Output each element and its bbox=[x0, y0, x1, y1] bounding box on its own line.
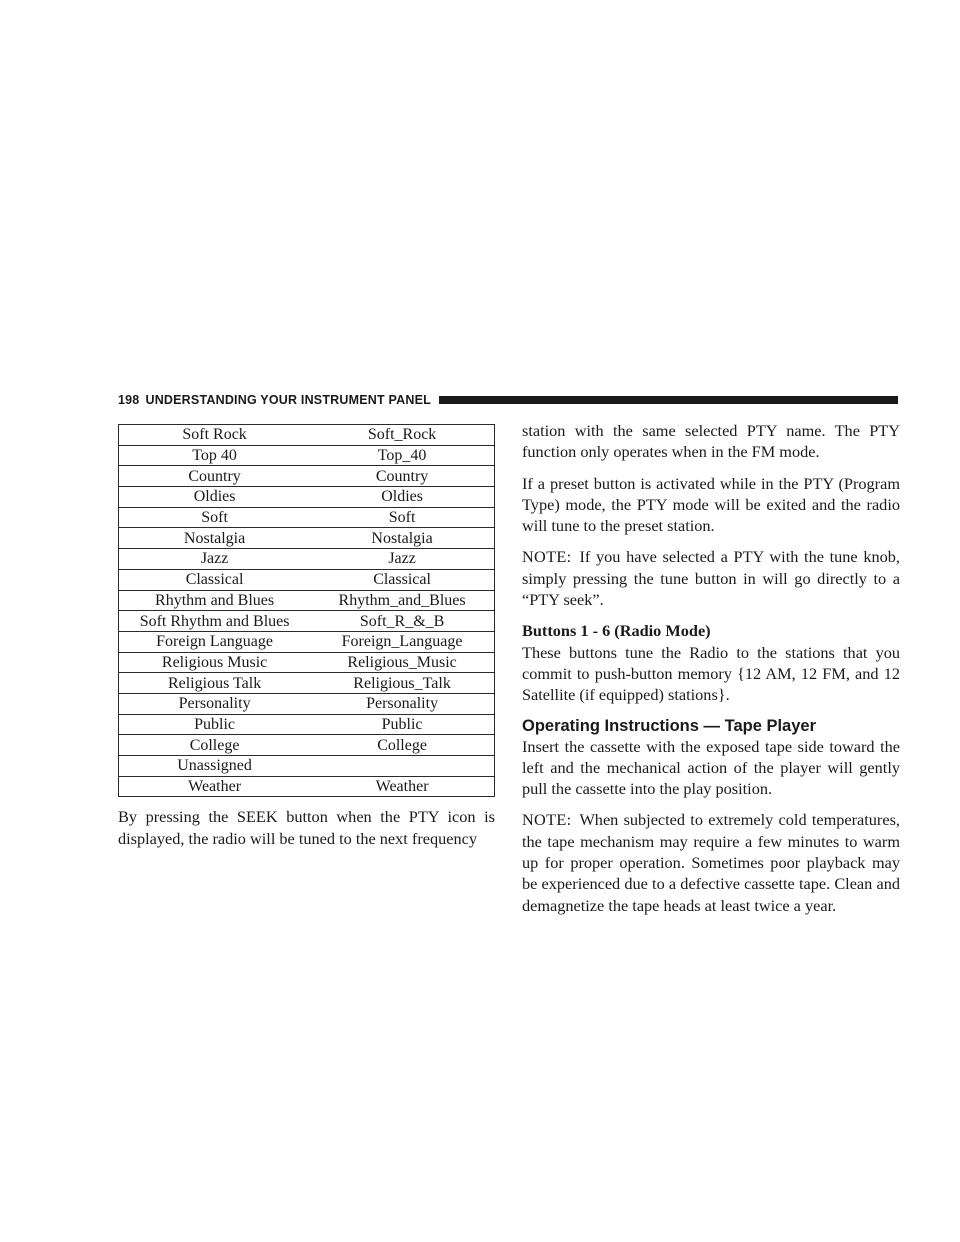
pty-program-type-cell: Jazz bbox=[119, 549, 311, 570]
table-row bbox=[119, 652, 495, 673]
pty-display-name-cell: Top_40 bbox=[310, 445, 494, 466]
pty-program-type-cell: Country bbox=[119, 466, 311, 487]
seek-paragraph: By pressing the SEEK button when the PTY icon is displayed, the radio will be tuned to the next frequency bbox=[118, 807, 495, 848]
pty-display-name-cell: Oldies bbox=[310, 487, 494, 508]
pty-program-type-cell: Personality bbox=[119, 693, 311, 714]
right-column bbox=[522, 420, 900, 916]
pty-program-type-cell: Soft Rock bbox=[119, 425, 311, 446]
continuation-paragraph: station with the same selected PTY name. The PTY function only operates when in the FM mode. bbox=[522, 421, 900, 462]
pty-table-body bbox=[119, 425, 495, 797]
tape-note-label: NOTE: bbox=[522, 810, 572, 830]
pty-program-type-cell: Rhythm and Blues bbox=[119, 590, 311, 611]
table-row bbox=[119, 569, 495, 590]
pty-program-type-cell: Religious Music bbox=[119, 652, 311, 673]
page-header bbox=[118, 390, 898, 410]
note-paragraph bbox=[522, 546, 900, 610]
table-row bbox=[119, 549, 495, 570]
pty-display-name-cell: Religious_Music bbox=[310, 652, 494, 673]
pty-table bbox=[118, 424, 495, 797]
table-row bbox=[119, 776, 495, 797]
pty-program-type-cell: Nostalgia bbox=[119, 528, 311, 549]
pty-program-type-cell: Top 40 bbox=[119, 445, 311, 466]
pty-display-name-cell: Soft bbox=[310, 507, 494, 528]
pty-display-name-cell: Classical bbox=[310, 569, 494, 590]
pty-display-name-cell: Country bbox=[310, 466, 494, 487]
pty-program-type-cell: College bbox=[119, 735, 311, 756]
pty-display-name-cell: Personality bbox=[310, 693, 494, 714]
pty-program-type-cell: Public bbox=[119, 714, 311, 735]
note-text: If you have selected a PTY with the tune knob, simply pressing the tune button in will go directly to a “PTY seek”. bbox=[522, 547, 900, 610]
pty-program-type-cell: Soft Rhythm and Blues bbox=[119, 611, 311, 632]
table-row bbox=[119, 714, 495, 735]
pty-program-type-cell: Foreign Language bbox=[119, 631, 311, 652]
preset-paragraph: If a preset button is activated while in the PTY (Program Type) mode, the PTY mode will be exited and the radio will tune to the preset station. bbox=[522, 473, 900, 536]
tape-paragraph: Insert the cassette with the exposed tape side toward the left and the mechanical action of the player will gently pull the cassette into the play position. bbox=[522, 736, 900, 799]
table-row bbox=[119, 756, 495, 777]
pty-display-name-cell: Weather bbox=[310, 776, 494, 797]
pty-display-name-cell bbox=[310, 756, 494, 777]
tape-heading: Operating Instructions — Tape Player bbox=[522, 716, 817, 735]
table-row bbox=[119, 487, 495, 508]
tape-note-text: When subjected to extremely cold temperatures, the tape mechanism may require a few minutes to warm up for proper operation. Sometimes poor playback may be experienced due to a defective cassette tape. Clean and demagnetize the tape heads at least twice a year. bbox=[522, 810, 900, 915]
pty-display-name-cell: Soft_Rock bbox=[310, 425, 494, 446]
table-row bbox=[119, 425, 495, 446]
table-row bbox=[119, 673, 495, 694]
pty-display-name-cell: Soft_R_&_B bbox=[310, 611, 494, 632]
header-rule bbox=[439, 396, 898, 404]
pty-display-name-cell: Jazz bbox=[310, 549, 494, 570]
page-number: 198 bbox=[118, 393, 140, 407]
pty-display-name-cell: Public bbox=[310, 714, 494, 735]
pty-program-type-cell: Unassigned bbox=[119, 756, 311, 777]
table-row bbox=[119, 445, 495, 466]
pty-program-type-cell: Oldies bbox=[119, 487, 311, 508]
table-row bbox=[119, 611, 495, 632]
note-label: NOTE: bbox=[522, 547, 572, 567]
left-column bbox=[118, 424, 495, 849]
table-row bbox=[119, 507, 495, 528]
buttons-heading: Buttons 1 - 6 (Radio Mode) bbox=[522, 621, 711, 641]
pty-display-name-cell: College bbox=[310, 735, 494, 756]
table-row bbox=[119, 590, 495, 611]
pty-display-name-cell: Rhythm_and_Blues bbox=[310, 590, 494, 611]
table-row bbox=[119, 631, 495, 652]
pty-display-name-cell: Foreign_Language bbox=[310, 631, 494, 652]
table-row bbox=[119, 466, 495, 487]
pty-program-type-cell: Religious Talk bbox=[119, 673, 311, 694]
tape-note-paragraph bbox=[522, 809, 900, 915]
pty-display-name-cell: Nostalgia bbox=[310, 528, 494, 549]
table-row bbox=[119, 693, 495, 714]
buttons-paragraph: These buttons tune the Radio to the stations that you commit to push-button memory {12 AM, 12 FM, and 12 Satellite (if equipped) stations}. bbox=[522, 642, 900, 705]
pty-display-name-cell: Religious_Talk bbox=[310, 673, 494, 694]
pty-program-type-cell: Classical bbox=[119, 569, 311, 590]
pty-program-type-cell: Weather bbox=[119, 776, 311, 797]
section-title: UNDERSTANDING YOUR INSTRUMENT PANEL bbox=[145, 393, 431, 407]
table-row bbox=[119, 735, 495, 756]
pty-program-type-cell: Soft bbox=[119, 507, 311, 528]
table-row bbox=[119, 528, 495, 549]
